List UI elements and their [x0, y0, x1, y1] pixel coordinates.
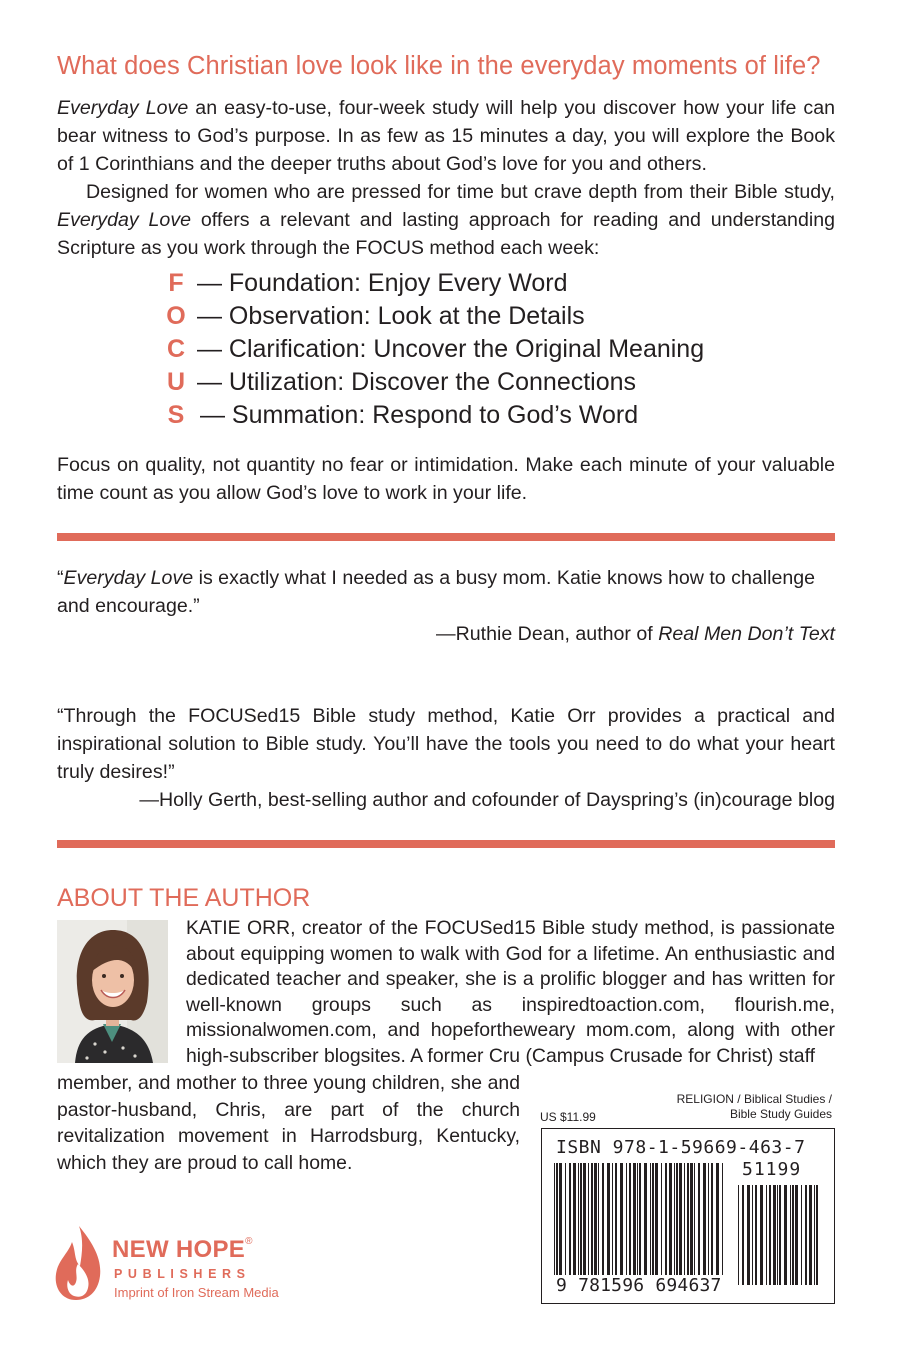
barcode-bar — [650, 1163, 651, 1275]
barcode-bar — [556, 1163, 558, 1275]
barcode-box — [541, 1128, 835, 1304]
about-author-title: ABOUT THE AUTHOR — [57, 884, 311, 912]
barcode-bar — [615, 1163, 617, 1275]
barcode-bar — [573, 1163, 576, 1275]
barcode-bar — [612, 1163, 613, 1275]
barcode-bar — [565, 1163, 566, 1275]
quote-text — [57, 564, 835, 620]
barcode-bar — [639, 1163, 641, 1275]
isbn-number: ISBN 978-1-59669-463-7 — [556, 1137, 806, 1158]
barcode-bar — [792, 1185, 794, 1285]
focus-item — [162, 333, 802, 366]
focus-text: — Utilization: Discover the Connections — [196, 368, 637, 396]
price-code: 51199 — [742, 1159, 802, 1180]
barcode-bar — [722, 1163, 723, 1275]
barcode-bar — [795, 1185, 798, 1285]
barcode-bar — [716, 1163, 719, 1275]
focus-text: — Summation: Respond to God’s Word — [199, 401, 639, 429]
barcode-bar — [703, 1163, 706, 1275]
focus-item — [162, 366, 802, 399]
closing-paragraph: Focus on quality, not quantity no fear or intimidation. Make each minute of your valuable time count as you allow God’s love to work in your life. — [57, 454, 835, 504]
book-title: Everyday Love — [57, 97, 189, 119]
barcode-bar — [569, 1163, 571, 1275]
barcode-bar — [805, 1185, 807, 1285]
barcode-bar — [790, 1185, 791, 1285]
barcode-bar — [690, 1163, 693, 1275]
author-bio-bottom: member, and mother to three young children, she and pastor-husband, Chris, are part of the church revitalization movement in Harrodsburg, Kentucky, which they are proud to call home. — [57, 1072, 520, 1174]
barcode-bar — [769, 1185, 771, 1285]
category-label — [600, 1092, 832, 1122]
barcode-bar — [711, 1163, 713, 1275]
focus-text: — Foundation: Enjoy Every Word — [196, 269, 568, 297]
quote-body: is exactly what I needed as a busy mom. Katie knows how to challenge and encourage.” — [57, 567, 816, 617]
design-text-end: offers a relevant and lasting approach for reading and understanding Scripture as you work through the FOCUS method each week: — [57, 209, 836, 259]
quote-book-title: Everyday Love — [63, 567, 194, 589]
barcode-bar — [655, 1163, 658, 1275]
barcode-bar — [665, 1163, 667, 1275]
barcode-bar — [784, 1185, 787, 1285]
barcode-bar — [637, 1163, 638, 1275]
barcode-bar — [752, 1185, 753, 1285]
publisher-subtitle: PUBLISHERS — [114, 1267, 251, 1281]
testimonial-quote — [57, 702, 835, 814]
barcode-bar — [594, 1163, 597, 1275]
publisher-logo — [52, 1222, 312, 1302]
barcode-bar — [583, 1163, 586, 1275]
focus-letter: C — [166, 335, 186, 363]
focus-letter: S — [167, 401, 185, 429]
barcode-bar — [588, 1163, 589, 1275]
quote-text: “Through the FOCUSed15 Bible study method, Katie Orr provides a practical and inspirational solution to Bible study. You’ll have the tools you need to do what your heart truly desires!” — [57, 705, 835, 783]
quote-attribution — [57, 620, 835, 648]
barcode-bar — [755, 1185, 757, 1285]
barcode-bar — [742, 1185, 744, 1285]
barcode-bar — [814, 1185, 815, 1285]
barcode-bar — [738, 1185, 739, 1285]
barcode-bar — [554, 1163, 555, 1275]
focus-text: — Clarification: Uncover the Original Meaning — [196, 335, 705, 363]
publisher-name-text: NEW HOPE — [112, 1236, 246, 1263]
flame-icon — [52, 1224, 106, 1302]
barcode-bar — [591, 1163, 593, 1275]
barcode-bar — [801, 1185, 802, 1285]
focus-letter: O — [166, 302, 186, 330]
barcode-bar — [687, 1163, 689, 1275]
barcode-bar — [652, 1163, 654, 1275]
quote-open-mark: “ — [57, 567, 64, 589]
intro-text: an easy-to-use, four-week study will help you discover how your life can bear witness to God’s purpose. In as few as 15 minutes a day, you will explore the Book of 1 Corinthians and the deeper truths about God’s love for you and others. — [57, 97, 836, 175]
focus-letter: F — [168, 269, 184, 297]
category-line: RELIGION / Biblical Studies / — [676, 1092, 832, 1106]
design-text-start: Designed for women who are pressed for time but crave depth from their Bible study, — [86, 181, 835, 203]
barcode-bar — [777, 1185, 778, 1285]
focus-letter: U — [166, 368, 186, 396]
barcode-bar — [633, 1163, 636, 1275]
quote-attribution: —Holly Gerth, best-selling author and cofounder of Dayspring’s (in)courage blog — [139, 789, 835, 811]
barcode-bar — [661, 1163, 662, 1275]
price-label: US $11.99 — [540, 1110, 596, 1124]
barcode-bar — [779, 1185, 781, 1285]
barcode-bar — [626, 1163, 627, 1275]
barcode-bar — [629, 1163, 631, 1275]
barcode-bar — [644, 1163, 647, 1275]
publisher-name — [112, 1236, 253, 1264]
focus-method-list — [162, 267, 802, 432]
barcode-bar — [602, 1163, 604, 1275]
ean-digits: 9 781596 694637 — [556, 1275, 722, 1296]
barcode-bar — [809, 1185, 812, 1285]
barcode-bar — [679, 1163, 682, 1275]
attribution-text: —Ruthie Dean, author of — [436, 623, 659, 645]
barcode-bar — [578, 1163, 579, 1275]
barcode-bar — [559, 1163, 562, 1275]
divider-rule — [57, 533, 835, 541]
barcode-bar — [747, 1185, 750, 1285]
book-title-inline: Everyday Love — [57, 209, 192, 231]
barcode-bar — [676, 1163, 678, 1275]
focus-item — [162, 300, 802, 333]
intro-paragraph — [57, 94, 835, 178]
barcode-bar — [698, 1163, 700, 1275]
attribution-title: Real Men Don’t Text — [658, 623, 835, 645]
testimonial-quote — [57, 564, 835, 648]
barcode-bar — [684, 1163, 685, 1275]
publisher-imprint: Imprint of Iron Stream Media — [114, 1285, 279, 1300]
barcode-bar — [620, 1163, 623, 1275]
author-photo — [57, 920, 168, 1063]
barcode-bar — [607, 1163, 610, 1275]
author-portrait-illustration — [57, 920, 168, 1063]
barcode-bar — [708, 1163, 709, 1275]
barcode-bar — [669, 1163, 672, 1275]
focus-item — [162, 399, 802, 432]
barcode-bar — [773, 1185, 776, 1285]
barcode-bar — [580, 1163, 582, 1275]
barcode-bar — [766, 1185, 767, 1285]
barcode-bar — [694, 1163, 695, 1275]
barcode-bar — [598, 1163, 599, 1275]
barcode-bar — [816, 1185, 818, 1285]
category-line: Bible Study Guides — [729, 1107, 832, 1121]
barcode-bar — [760, 1185, 763, 1285]
divider-rule — [57, 840, 835, 848]
trademark-symbol: ® — [245, 1236, 253, 1247]
author-bio-top: KATIE ORR, creator of the FOCUSed15 Bible study method, is passionate about equipping women to walk with God for a lifetime. An enthusiastic and dedicated teacher and speaker, she is a prolific blogger and has written for well-known groups such as inspiredtoaction.com, flourish.me, missionalwomen.com, and hopefortheweary mom.com, along with other high-subscriber blogsites. A former Cru (Campus Crusade for Christ) staff — [186, 917, 835, 1067]
headline: What does Christian love look like in the everyday moments of life? — [57, 52, 821, 80]
focus-text: — Observation: Look at the Details — [196, 302, 585, 330]
design-paragraph — [57, 178, 835, 262]
barcode-bar — [674, 1163, 675, 1275]
focus-item — [162, 267, 802, 300]
